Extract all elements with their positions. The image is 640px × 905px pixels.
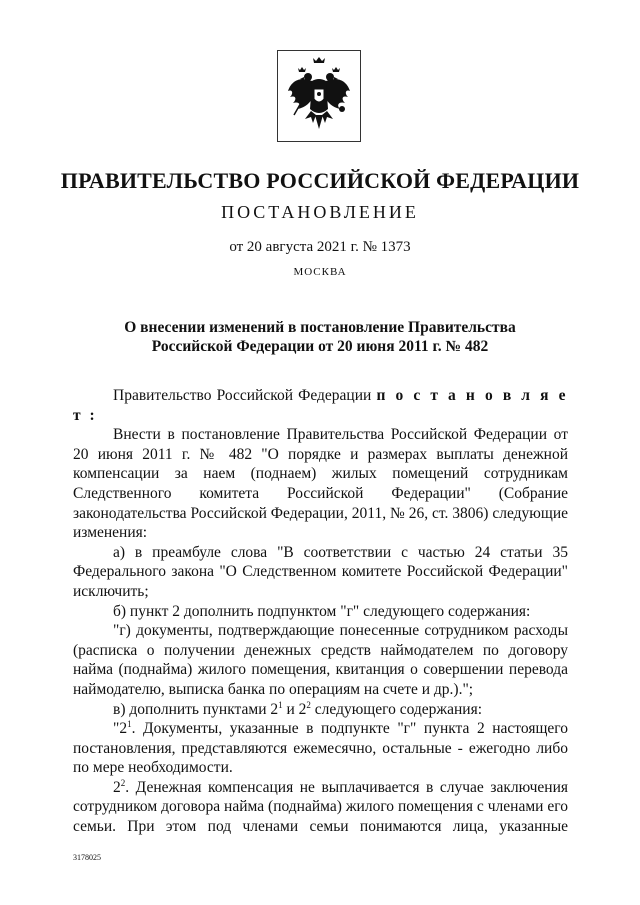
point-2-1-text: . Документы, указанные в подпункте "г" пункта 2 настоящего постановления, представляются ежемесячно, остальные - ежегодно либо по мере необходимости.: [73, 720, 568, 777]
paragraph-item-g-text: "г) документы, подтверждающие понесенные сотрудником расходы (расписка о получении денежных средств наймодателем по договору найма (поднайма) жилого помещения, квитанция о совершении перевода наймодателю, выписка банка по операциям на счете и др.).";: [73, 622, 568, 698]
paragraph-point-2-1: [73, 719, 568, 778]
document-title: [60, 318, 580, 356]
paragraph-item-a: а) в преамбуле слова "В соответствии с частью 24 статьи 35 Федерального закона "О Следственном комитете Российской Федерации" исключить;: [73, 543, 568, 600]
point-2-2-sup: 2: [120, 777, 126, 788]
date-and-number: от 20 августа 2021 г. № 1373: [229, 239, 411, 255]
double-headed-eagle-emblem-icon: [278, 51, 360, 141]
point-2-1-num: "2: [113, 720, 128, 738]
item-v-sup-1: 1: [278, 699, 283, 710]
document-type: ПОСТАНОВЛЕНИЕ: [221, 202, 419, 222]
paragraph-item-v: [73, 700, 568, 720]
emblem-frame: [277, 50, 361, 142]
resolves-word: п о с т а н о в л я е т :: [73, 387, 568, 424]
paragraph-point-2-2: [73, 778, 568, 837]
city: МОСКВА: [293, 266, 347, 278]
paragraph-amend: Внести в постановление Правительства Российской Федерации от 20 июня 2011 г. № 482 "О порядке и размерах выплаты денежной компенсации за наем (поднаем) жилых помещений сотрудникам Следственного комитета Российской Федерации" (Собрание законодательства Российской Федерации, 2011, № 26, ст. 3806) следующие изменения:: [73, 426, 568, 542]
title-line-2: Российской Федерации от 20 июня 2011 г. № 482: [151, 338, 489, 355]
document-body: [73, 386, 568, 837]
document-code: 3178025: [73, 853, 101, 862]
point-2-1-sup: 1: [127, 718, 132, 729]
point-2-2-num: 2: [113, 778, 121, 796]
resolves-intro: Правительство Российской Федерации: [113, 387, 377, 404]
government-heading: ПРАВИТЕЛЬСТВО РОССИЙСКОЙ ФЕДЕРАЦИИ: [60, 168, 580, 193]
paragraph-resolves: [73, 386, 568, 425]
point-2-2-text: . Денежная компенсация не выплачивается в случае заключения сотрудником договора найма (поднайма) жилого помещения с членами его семьи. При этом под членами семьи понимаются лица, указанные: [73, 778, 568, 836]
title-line-1: О внесении изменений в постановление Правительства: [124, 319, 516, 336]
item-v-text-2: и 2: [282, 700, 307, 718]
item-v-text-1: в) дополнить пунктами 2: [113, 700, 279, 718]
paragraph-item-b: б) пункт 2 дополнить подпунктом "г" следующего содержания:: [113, 602, 531, 620]
item-v-text-3: следующего содержания:: [310, 700, 483, 718]
item-v-sup-2: 2: [306, 699, 311, 710]
